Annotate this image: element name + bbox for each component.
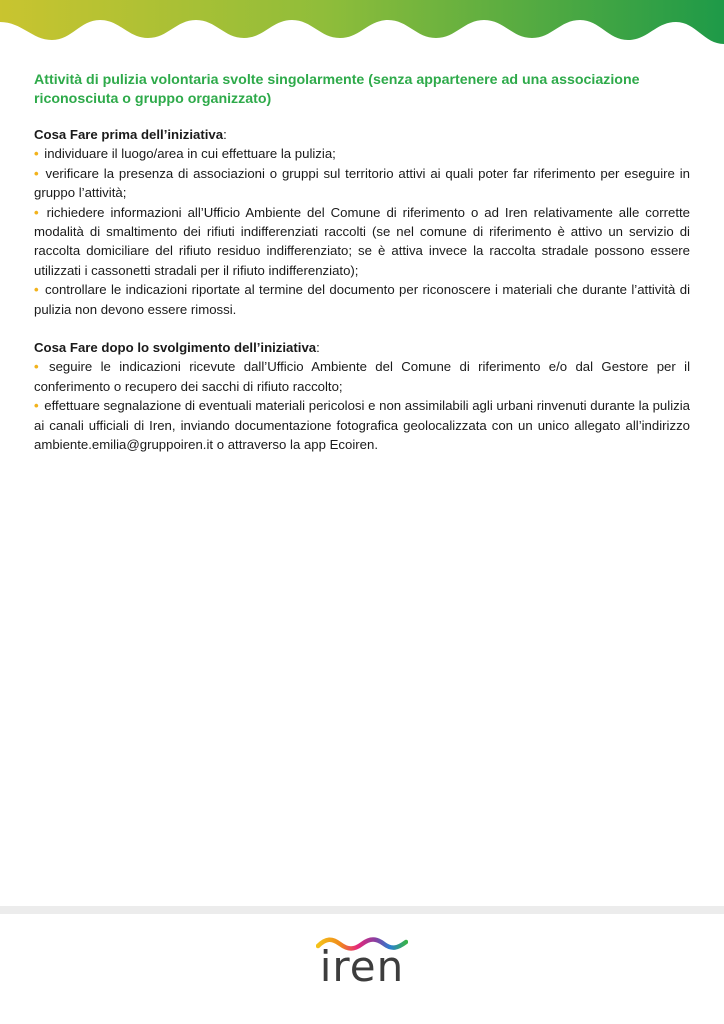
list-item [34,144,690,163]
bullet-icon: • [34,146,39,162]
document-body [34,71,690,474]
section-heading [34,338,690,357]
bullet-icon: • [34,359,39,375]
section-heading [34,125,690,144]
list-item [34,280,690,319]
bullet-icon: • [34,165,39,181]
list-item-text: seguire le indicazioni ricevute dall’Ufficio Ambiente del Comune di riferimento e/o dal Gestore per il conferimento o recupero dei sacchi di rifiuto raccolto; [34,359,690,394]
list-item-text: verificare la presenza di associazioni o gruppi sul territorio attivi ai quali poter far riferimento per eseguire in gruppo l’attività; [34,165,690,201]
logo-wordmark: iren [319,942,405,991]
list-item [34,164,690,203]
section-before-initiative [34,125,690,319]
iren-logo [316,936,408,992]
list-item-text: richiedere informazioni all’Ufficio Ambiente del Comune di riferimento o ad Iren relativamente alle corrette modalità di smaltimento dei rifiuti indifferenziati raccolti (se nel comune di riferimento è attivo un servizio di raccolta domiciliare del rifiuto residuo indifferenziato; se è attiva invece la raccolta stradale possono essere utilizzati i cassonetti stradali per il rifiuto indifferenziato); [34,204,690,278]
section-after-initiative [34,338,690,454]
bullet-icon: • [34,282,39,298]
list-item-text: effettuare segnalazione di eventuali materiali pericolosi e non assimilabili agli urbani rinvenuti durante la pulizia ai canali ufficiali di Iren, inviando documentazione fotografica geolocalizzata con un unico allegato all’indirizzo ambiente.emilia@gruppoiren.it o attraverso la app Ecoiren. [34,398,690,453]
bullet-icon: • [34,398,39,414]
list-item-text: controllare le indicazioni riportate al termine del documento per riconoscere i materiali che durante l’attività di pulizia non devono essere rimossi. [34,282,690,317]
list-item [34,203,690,281]
section-heading-colon: : [223,127,227,142]
footer-divider [0,906,724,914]
top-wave-banner [0,0,724,50]
list-item [34,396,690,454]
section-heading-text: Cosa Fare dopo lo svolgimento dell’iniziativa [34,340,317,356]
bullet-icon: • [34,204,39,220]
list-item [34,357,690,396]
document-title: Attività di pulizia volontaria svolte singolarmente (senza appartenere ad una associazione riconosciuta o gruppo organizzato) [34,72,640,107]
list-item-text: individuare il luogo/area in cui effettuare la pulizia; [44,146,336,162]
section-heading-text: Cosa Fare prima dell’iniziativa [34,127,224,142]
section-heading-colon: : [316,340,320,356]
